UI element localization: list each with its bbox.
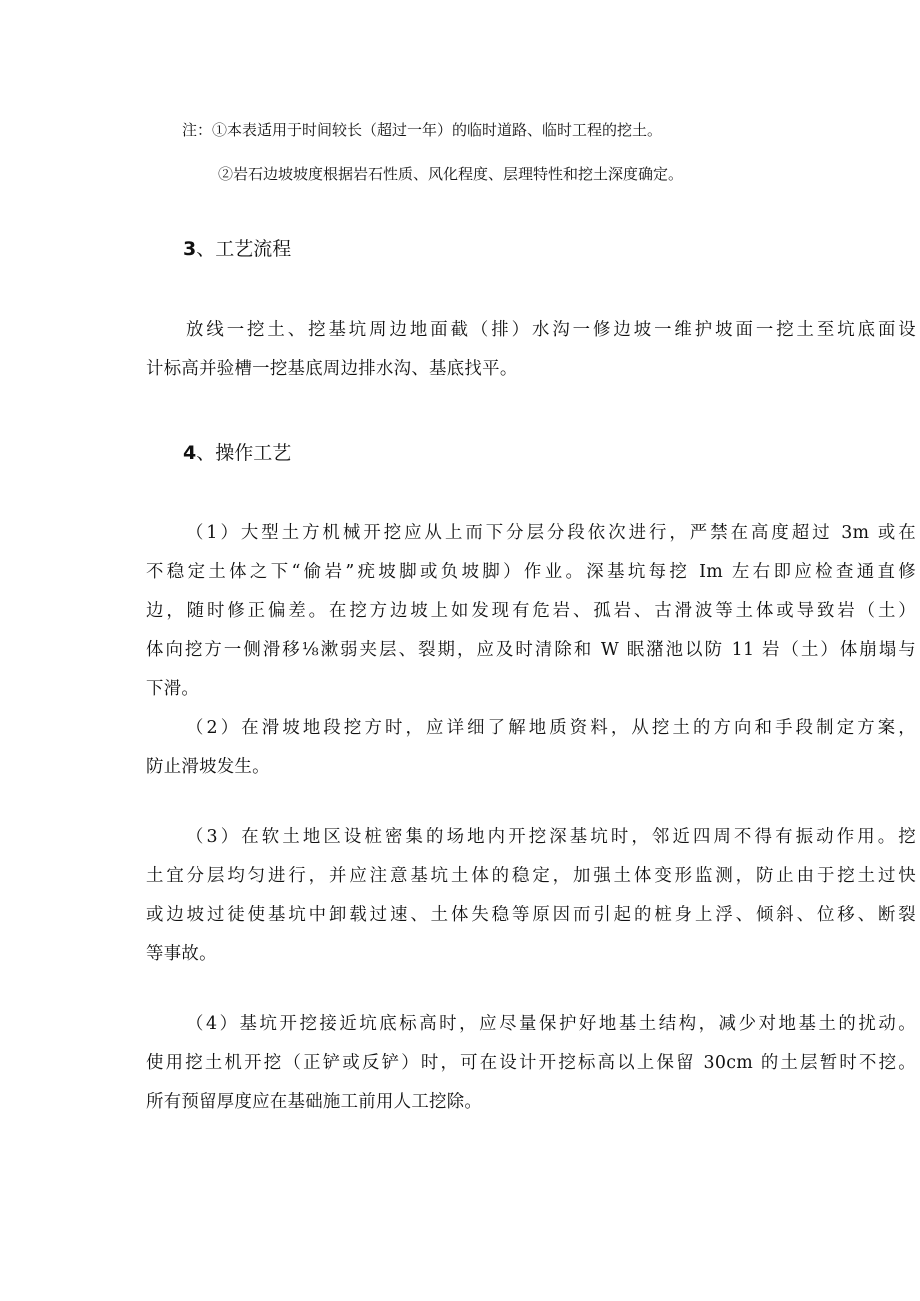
section-number: 3 [183, 238, 197, 260]
paragraph-line: （4）基坑开挖接近坑底标高时，应尽量保护好地基土结构，减少对地基土的扰动。 [186, 1014, 916, 1034]
paragraph-line: 土宜分层均匀进行，并应注意基坑土体的稳定，加强土体变形监测，防止由于挖土过快 [146, 866, 916, 886]
operation-paragraph-1 [146, 514, 916, 709]
paragraph-line: 所有预留厚度应在基础施工前用人工挖除。 [146, 1092, 483, 1112]
paragraph-line: （3）在软土地区设桩密集的场地内开挖深基坑时，邻近四周不得有振动作用。挖 [186, 827, 916, 847]
section-heading-process-flow [183, 236, 291, 262]
paragraph-line: 或边坡过徒使基坑中卸载过速、土体失稳等原因而引起的桩身上浮、倾斜、位移、断裂 [146, 905, 916, 925]
operation-paragraph-2 [146, 709, 916, 787]
paragraph-line: 放线一挖土、挖基坑周边地面截（排）水沟一修边坡一维护坡面一挖土至坑底面设 [186, 320, 916, 340]
paragraph-line: 下滑。 [146, 679, 200, 699]
section-title: 、操作工艺 [196, 442, 292, 464]
paragraph-line: 体向挖方一侧滑移⅛漱弱夹层、裂期，应及时清除和 W 眠潴池以防 11 岩（土）体崩塌与 [146, 640, 916, 660]
paragraph-line: 使用挖土机开挖（正铲或反铲）时，可在设计开挖标高以上保留 30cm 的土层暂时不挖。 [146, 1053, 916, 1073]
paragraph-line: 防止滑坡发生。 [146, 757, 270, 777]
operation-paragraph-4 [146, 1005, 916, 1122]
section-number: 4 [183, 442, 197, 464]
process-flow-paragraph [146, 311, 916, 389]
section-heading-operations [183, 440, 291, 466]
paragraph-line: （1）大型土方机械开挖应从上而下分层分段依次进行，严禁在高度超过 3m 或在 [186, 523, 916, 543]
paragraph-line: 计标高并验槽一挖基底周边排水沟、基底找平。 [146, 359, 518, 379]
paragraph-line: （2）在滑坡地段挖方时，应详细了解地质资料，从挖土的方向和手段制定方案， [186, 718, 916, 738]
paragraph-line: 等事故。 [146, 944, 217, 964]
table-note-1: 注：①本表适用于时间较长（超过一年）的临时道路、临时工程的挖土。 [182, 121, 663, 139]
paragraph-line: 边，随时修正偏差。在挖方边坡上如发现有危岩、孤岩、古滑波等土体或导致岩（土） [146, 601, 916, 621]
operation-paragraph-3 [146, 818, 916, 974]
table-note-2: ②岩石边坡坡度根据岩石性质、风化程度、层理特性和挖土深度确定。 [218, 165, 684, 183]
paragraph-line: 不稳定土体之下“偷岩”疣坡脚或负坡脚）作业。深基坑每挖 Im 左右即应检查通直修 [146, 562, 916, 582]
section-title: 、工艺流程 [196, 238, 292, 260]
